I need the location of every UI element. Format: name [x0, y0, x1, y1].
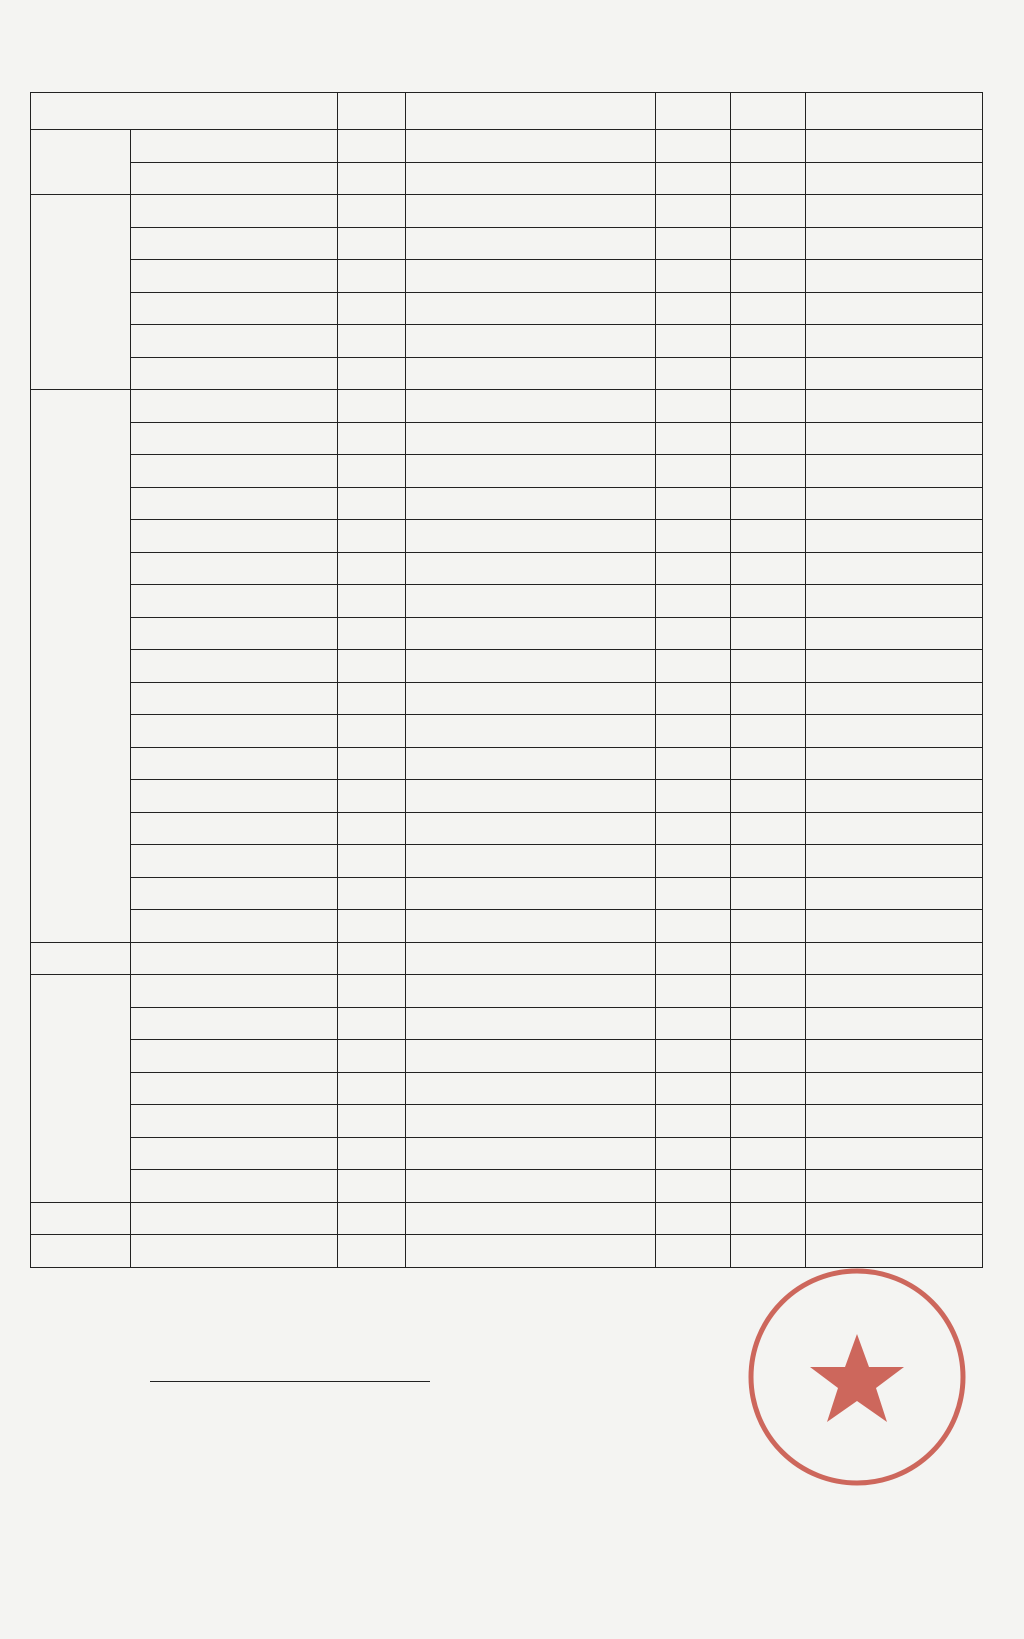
- table-row: [31, 715, 983, 748]
- status-cell: [806, 715, 983, 748]
- emergency-light-count: [656, 195, 731, 228]
- location-cell: [131, 390, 338, 423]
- status-cell: [806, 975, 983, 1008]
- status-cell: [806, 195, 983, 228]
- status-cell: [806, 292, 983, 325]
- hydrant-count: [338, 455, 406, 488]
- status-cell: [806, 1007, 983, 1040]
- location-cell: [131, 1202, 338, 1235]
- hydrant-count: [338, 487, 406, 520]
- hose-status: [406, 487, 656, 520]
- header-hose: [406, 93, 656, 130]
- extinguisher-count: [731, 585, 806, 618]
- table-row: [31, 845, 983, 878]
- location-cell: [131, 812, 338, 845]
- hydrant-count: [338, 715, 406, 748]
- extinguisher-count: [731, 617, 806, 650]
- table-row: [31, 292, 983, 325]
- extinguisher-count: [731, 877, 806, 910]
- emergency-light-count: [656, 1040, 731, 1073]
- location-cell: [131, 747, 338, 780]
- table-row: [31, 650, 983, 683]
- status-cell: [806, 812, 983, 845]
- header-location: [31, 93, 338, 130]
- hose-status: [406, 325, 656, 358]
- header-hydrant: [338, 93, 406, 130]
- extinguisher-count: [731, 1007, 806, 1040]
- building-b6: [31, 975, 131, 1203]
- inspector-line: [150, 1360, 578, 1382]
- emergency-light-count: [656, 617, 731, 650]
- location-cell: [131, 942, 338, 975]
- table-row: [31, 422, 983, 455]
- extinguisher-count: [731, 552, 806, 585]
- building-b1: [31, 130, 131, 195]
- extinguisher-count: [731, 1170, 806, 1203]
- table-row: [31, 357, 983, 390]
- hose-status: [406, 1072, 656, 1105]
- hose-status: [406, 812, 656, 845]
- table-row: [31, 130, 983, 163]
- status-cell: [806, 942, 983, 975]
- table-row: [31, 390, 983, 423]
- status-cell: [806, 585, 983, 618]
- location-cell: [131, 455, 338, 488]
- table-row: [31, 195, 983, 228]
- emergency-light-count: [656, 812, 731, 845]
- location-cell: [131, 357, 338, 390]
- hydrant-count: [338, 1007, 406, 1040]
- hose-status: [406, 1040, 656, 1073]
- extinguisher-count: [731, 942, 806, 975]
- hydrant-count: [338, 292, 406, 325]
- emergency-light-count: [656, 487, 731, 520]
- table-row: [31, 910, 983, 943]
- emergency-light-count: [656, 877, 731, 910]
- location-cell: [131, 520, 338, 553]
- location-cell: [131, 845, 338, 878]
- location-cell: [131, 130, 338, 163]
- emergency-light-count: [656, 292, 731, 325]
- hose-status: [406, 1007, 656, 1040]
- emergency-light-count: [656, 682, 731, 715]
- hose-status: [406, 747, 656, 780]
- emergency-light-count: [656, 585, 731, 618]
- header-status: [806, 93, 983, 130]
- emergency-light-count: [656, 520, 731, 553]
- location-cell: [131, 910, 338, 943]
- emergency-light-count: [656, 1202, 731, 1235]
- emergency-light-count: [656, 390, 731, 423]
- location-cell: [131, 325, 338, 358]
- table-row: [31, 552, 983, 585]
- location-cell: [131, 552, 338, 585]
- header-extinguisher: [731, 93, 806, 130]
- hose-status: [406, 292, 656, 325]
- table-row: [31, 1170, 983, 1203]
- table-row: [31, 877, 983, 910]
- hose-status: [406, 1105, 656, 1138]
- extinguisher-count: [731, 1040, 806, 1073]
- hydrant-count: [338, 130, 406, 163]
- hydrant-count: [338, 1235, 406, 1268]
- hose-status: [406, 910, 656, 943]
- extinguisher-count: [731, 390, 806, 423]
- extinguisher-count: [731, 1137, 806, 1170]
- hydrant-count: [338, 1105, 406, 1138]
- hose-status: [406, 260, 656, 293]
- building-b5: [31, 942, 131, 975]
- hydrant-count: [338, 585, 406, 618]
- hose-status: [406, 162, 656, 195]
- extinguisher-count: [731, 520, 806, 553]
- extinguisher-count: [731, 162, 806, 195]
- status-cell: [806, 390, 983, 423]
- hydrant-count: [338, 325, 406, 358]
- emergency-light-count: [656, 260, 731, 293]
- inspection-table: [30, 92, 983, 1268]
- status-cell: [806, 650, 983, 683]
- status-cell: [806, 780, 983, 813]
- hose-status: [406, 942, 656, 975]
- hose-status: [406, 780, 656, 813]
- table-row: [31, 260, 983, 293]
- hydrant-count: [338, 1170, 406, 1203]
- location-cell: [131, 1007, 338, 1040]
- seal-star-icon: [810, 1334, 904, 1422]
- location-cell: [131, 1170, 338, 1203]
- hose-status: [406, 195, 656, 228]
- emergency-light-count: [656, 552, 731, 585]
- status-cell: [806, 1072, 983, 1105]
- emergency-light-count: [656, 1235, 731, 1268]
- emergency-light-count: [656, 1137, 731, 1170]
- emergency-light-count: [656, 455, 731, 488]
- hydrant-count: [338, 260, 406, 293]
- status-cell: [806, 682, 983, 715]
- table-row: [31, 780, 983, 813]
- hose-status: [406, 1235, 656, 1268]
- extinguisher-count: [731, 195, 806, 228]
- hydrant-count: [338, 845, 406, 878]
- hose-status: [406, 585, 656, 618]
- extinguisher-count: [731, 975, 806, 1008]
- status-cell: [806, 1137, 983, 1170]
- extinguisher-count: [731, 455, 806, 488]
- building-b3: [31, 390, 131, 943]
- table-row: [31, 682, 983, 715]
- emergency-light-count: [656, 130, 731, 163]
- hydrant-count: [338, 812, 406, 845]
- hose-status: [406, 422, 656, 455]
- hose-status: [406, 227, 656, 260]
- emergency-light-count: [656, 422, 731, 455]
- emergency-light-count: [656, 357, 731, 390]
- hydrant-count: [338, 162, 406, 195]
- location-cell: [131, 487, 338, 520]
- hydrant-count: [338, 975, 406, 1008]
- extinguisher-count: [731, 1202, 806, 1235]
- table-row: [31, 227, 983, 260]
- extinguisher-count: [731, 845, 806, 878]
- status-cell: [806, 227, 983, 260]
- hose-status: [406, 617, 656, 650]
- status-cell: [806, 162, 983, 195]
- table-row: [31, 1137, 983, 1170]
- extinguisher-count: [731, 130, 806, 163]
- emergency-light-count: [656, 1105, 731, 1138]
- location-cell: [131, 1040, 338, 1073]
- inspector-signature-line: [150, 1363, 430, 1382]
- location-cell: [131, 650, 338, 683]
- emergency-light-count: [656, 975, 731, 1008]
- extinguisher-count: [731, 812, 806, 845]
- table-header-row: [31, 93, 983, 130]
- hose-status: [406, 1137, 656, 1170]
- hydrant-count: [338, 942, 406, 975]
- extinguisher-count: [731, 292, 806, 325]
- extinguisher-count: [731, 910, 806, 943]
- emergency-light-count: [656, 1072, 731, 1105]
- extinguisher-count: [731, 487, 806, 520]
- location-cell: [131, 1235, 338, 1268]
- hydrant-count: [338, 1040, 406, 1073]
- location-cell: [131, 682, 338, 715]
- status-cell: [806, 1202, 983, 1235]
- hydrant-count: [338, 552, 406, 585]
- status-cell: [806, 357, 983, 390]
- building-b2: [31, 195, 131, 390]
- table-row: [31, 942, 983, 975]
- location-cell: [131, 1072, 338, 1105]
- extinguisher-count: [731, 1105, 806, 1138]
- table-row: [31, 1040, 983, 1073]
- hose-status: [406, 877, 656, 910]
- status-cell: [806, 552, 983, 585]
- status-cell: [806, 1105, 983, 1138]
- table-row: [31, 162, 983, 195]
- hydrant-count: [338, 1072, 406, 1105]
- table-row: [31, 975, 983, 1008]
- hydrant-count: [338, 1202, 406, 1235]
- status-cell: [806, 260, 983, 293]
- extinguisher-count: [731, 325, 806, 358]
- table-row: [31, 747, 983, 780]
- hydrant-count: [338, 520, 406, 553]
- emergency-light-count: [656, 845, 731, 878]
- hose-status: [406, 682, 656, 715]
- table-row: [31, 325, 983, 358]
- table-row: [31, 1007, 983, 1040]
- location-cell: [131, 195, 338, 228]
- hydrant-count: [338, 195, 406, 228]
- location-cell: [131, 1105, 338, 1138]
- table-row: [31, 585, 983, 618]
- status-cell: [806, 747, 983, 780]
- location-cell: [131, 162, 338, 195]
- emergency-light-count: [656, 1170, 731, 1203]
- status-cell: [806, 877, 983, 910]
- hose-status: [406, 130, 656, 163]
- hydrant-count: [338, 682, 406, 715]
- table-row: [31, 1105, 983, 1138]
- extinguisher-count: [731, 650, 806, 683]
- hydrant-count: [338, 390, 406, 423]
- status-cell: [806, 520, 983, 553]
- status-cell: [806, 845, 983, 878]
- location-cell: [131, 585, 338, 618]
- location-cell: [131, 877, 338, 910]
- header-emergency-light: [656, 93, 731, 130]
- emergency-light-count: [656, 942, 731, 975]
- status-cell: [806, 910, 983, 943]
- emergency-light-count: [656, 227, 731, 260]
- hose-status: [406, 1202, 656, 1235]
- location-cell: [131, 1137, 338, 1170]
- status-cell: [806, 617, 983, 650]
- location-cell: [131, 780, 338, 813]
- hydrant-count: [338, 227, 406, 260]
- hose-status: [406, 650, 656, 683]
- status-cell: [806, 455, 983, 488]
- location-cell: [131, 617, 338, 650]
- location-cell: [131, 422, 338, 455]
- hydrant-count: [338, 1137, 406, 1170]
- hose-status: [406, 390, 656, 423]
- emergency-light-count: [656, 910, 731, 943]
- extinguisher-count: [731, 747, 806, 780]
- building-b8: [31, 1235, 131, 1268]
- official-seal: [742, 1262, 972, 1492]
- emergency-light-count: [656, 162, 731, 195]
- status-cell: [806, 130, 983, 163]
- table-row: [31, 812, 983, 845]
- hose-status: [406, 455, 656, 488]
- hydrant-count: [338, 357, 406, 390]
- extinguisher-count: [731, 780, 806, 813]
- emergency-light-count: [656, 747, 731, 780]
- extinguisher-count: [731, 422, 806, 455]
- emergency-light-count: [656, 715, 731, 748]
- status-cell: [806, 1040, 983, 1073]
- table-row: [31, 617, 983, 650]
- extinguisher-count: [731, 260, 806, 293]
- location-cell: [131, 292, 338, 325]
- extinguisher-count: [731, 715, 806, 748]
- location-cell: [131, 260, 338, 293]
- hose-status: [406, 845, 656, 878]
- hose-status: [406, 1170, 656, 1203]
- table-row: [31, 1072, 983, 1105]
- hydrant-count: [338, 747, 406, 780]
- hydrant-count: [338, 650, 406, 683]
- emergency-light-count: [656, 650, 731, 683]
- location-cell: [131, 975, 338, 1008]
- status-cell: [806, 325, 983, 358]
- hose-status: [406, 975, 656, 1008]
- hydrant-count: [338, 910, 406, 943]
- hydrant-count: [338, 422, 406, 455]
- location-cell: [131, 715, 338, 748]
- hydrant-count: [338, 780, 406, 813]
- hose-status: [406, 520, 656, 553]
- building-b7: [31, 1202, 131, 1235]
- extinguisher-count: [731, 682, 806, 715]
- emergency-light-count: [656, 780, 731, 813]
- extinguisher-count: [731, 1072, 806, 1105]
- extinguisher-count: [731, 357, 806, 390]
- hose-status: [406, 715, 656, 748]
- location-cell: [131, 227, 338, 260]
- emergency-light-count: [656, 1007, 731, 1040]
- emergency-light-count: [656, 325, 731, 358]
- status-cell: [806, 487, 983, 520]
- extinguisher-count: [731, 227, 806, 260]
- table-row: [31, 520, 983, 553]
- hydrant-count: [338, 877, 406, 910]
- status-cell: [806, 422, 983, 455]
- table-row: [31, 1202, 983, 1235]
- status-cell: [806, 1170, 983, 1203]
- table-row: [31, 455, 983, 488]
- hydrant-count: [338, 617, 406, 650]
- hose-status: [406, 552, 656, 585]
- hose-status: [406, 357, 656, 390]
- table-row: [31, 487, 983, 520]
